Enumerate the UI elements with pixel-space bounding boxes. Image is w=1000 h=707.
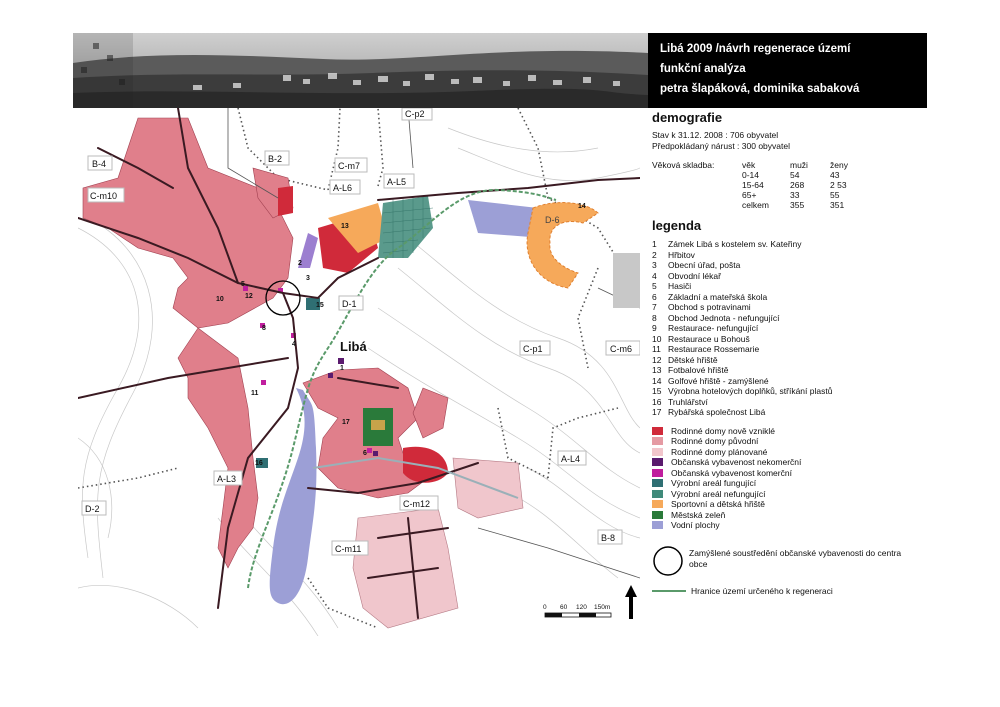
legend-swatch bbox=[652, 511, 663, 519]
marker-17: 17 bbox=[342, 419, 350, 426]
legend-item-number: 13 bbox=[652, 365, 662, 375]
zone-label-al3: A-L3 bbox=[217, 474, 237, 484]
legend-item-label: Obchod Jednota - nefungující bbox=[668, 312, 780, 323]
legend-item-label: Restaurace Rossemarie bbox=[668, 344, 760, 354]
title-box bbox=[648, 33, 927, 108]
functional-analysis-map bbox=[78, 108, 640, 636]
legend-item-number: 8 bbox=[652, 312, 657, 323]
legend-item bbox=[652, 281, 932, 292]
scale-label-60: 60 bbox=[560, 604, 568, 611]
legend-item-number: 10 bbox=[652, 333, 662, 344]
legend-color-label: Výrobní areál nefungující bbox=[671, 488, 766, 499]
age-structure-label: Věková skladba: bbox=[652, 160, 715, 170]
table-row: 15-64 268 2 53 bbox=[742, 180, 847, 190]
title-line-3: petra šlapáková, dominika sabaková bbox=[660, 83, 860, 95]
scale-label-0: 0 bbox=[543, 604, 547, 611]
legend-item-label: Restaurace- nefungující bbox=[668, 323, 759, 333]
marker-3: 3 bbox=[306, 275, 310, 282]
marker-1: 1 bbox=[340, 365, 344, 372]
legend-item-label: Základní a mateřská škola bbox=[668, 291, 768, 302]
legend-item-label: Fotbalové hřiště bbox=[668, 365, 729, 375]
legend-item-number: 11 bbox=[652, 344, 661, 354]
marker-12: 12 bbox=[245, 293, 253, 300]
legend-item-number: 7 bbox=[652, 302, 657, 312]
legend-item bbox=[652, 376, 932, 387]
legend-color-item bbox=[652, 499, 932, 510]
zone-label-cm7: C-m7 bbox=[338, 161, 360, 171]
scale-label-150: 150m bbox=[594, 604, 611, 611]
numbered-legend bbox=[652, 239, 932, 418]
table-row: 65+ 33 55 bbox=[742, 190, 840, 200]
legend-item-label: Restaurace u Bohouš bbox=[668, 333, 750, 344]
marker-16: 16 bbox=[255, 460, 263, 467]
legend-item-label: Dětské hřiště bbox=[668, 354, 718, 365]
legend-color-item bbox=[652, 510, 932, 521]
legend-swatch bbox=[652, 490, 663, 498]
legend-item bbox=[652, 292, 932, 303]
table-row: 0-14 54 43 bbox=[742, 170, 840, 180]
legend-item-number: 4 bbox=[652, 270, 657, 281]
legend-item-label: Výrobna hotelových doplňků, stříkání plastů bbox=[668, 386, 833, 396]
legend-item-label: Obvodní lékař bbox=[668, 270, 721, 281]
table-row: celkem 355 351 bbox=[742, 200, 845, 210]
town-panorama-photo bbox=[73, 33, 648, 108]
marker-15: 15 bbox=[316, 302, 324, 309]
legend-item-label: Truhlářství bbox=[668, 396, 708, 407]
legend-heading: legenda bbox=[652, 218, 702, 233]
legend-color-label: Městská zeleň bbox=[671, 509, 726, 520]
marker-4: 4 bbox=[292, 341, 296, 348]
legend-item-label: Obchod s potravinami bbox=[668, 302, 751, 312]
age-col-header: věk bbox=[742, 160, 756, 170]
legend-item-number: 1 bbox=[652, 239, 657, 249]
zone-label-al5: A-L5 bbox=[387, 177, 407, 187]
legend-item-number: 3 bbox=[652, 260, 657, 270]
scale-label-120: 120 bbox=[576, 604, 587, 611]
legend-item bbox=[652, 365, 932, 376]
title-line-2: funkční analýza bbox=[660, 63, 746, 75]
zone-label-al4: A-L4 bbox=[561, 454, 581, 464]
legend-color-label: Výrobní areál fungující bbox=[671, 478, 757, 488]
legend-item-label: Golfové hřiště - zamýšlené bbox=[668, 375, 769, 386]
color-legend bbox=[652, 426, 932, 531]
legend-swatch bbox=[652, 521, 663, 529]
marker-14: 14 bbox=[578, 203, 586, 210]
zone-label-b2: B-2 bbox=[268, 154, 283, 164]
legend-color-label: Občanská vybavenost komerční bbox=[671, 467, 792, 478]
zone-label-d6: D-6 bbox=[545, 215, 560, 225]
legend-swatch bbox=[652, 437, 663, 445]
legend-swatch bbox=[652, 427, 663, 435]
marker-13: 13 bbox=[341, 223, 349, 230]
zone-label-cm11: C-m11 bbox=[335, 544, 362, 554]
legend-color-label: Rodinné domy původní bbox=[671, 436, 759, 446]
legend-item-number: 17 bbox=[652, 407, 662, 417]
legend-color-label: Rodinné domy nově vzniklé bbox=[671, 425, 775, 436]
town-name-label: Libá bbox=[340, 339, 367, 354]
legend-item bbox=[652, 323, 932, 334]
age-table bbox=[742, 160, 870, 210]
stav-line: Stav k 31.12. 2008 : 706 obyvatel bbox=[652, 130, 779, 140]
marker-8: 8 bbox=[262, 325, 266, 332]
circle-note: Zamýšlené soustředění občanské vybavenosti do centra obce bbox=[689, 547, 902, 569]
legend-swatch bbox=[652, 469, 663, 477]
legend-color-item bbox=[652, 426, 932, 437]
legend-swatch bbox=[652, 500, 663, 508]
legend-item bbox=[652, 344, 932, 355]
legend-item-label: Obecní úřad, pošta bbox=[668, 260, 741, 270]
legend-item-number: 5 bbox=[652, 281, 657, 291]
legend-item-number: 15 bbox=[652, 386, 662, 396]
legend-item-number: 16 bbox=[652, 396, 662, 407]
zone-label-cp1: C-p1 bbox=[523, 344, 543, 354]
boundary-note: Hranice území určeného k regeneraci bbox=[691, 585, 833, 596]
legend-item-label: Rybářská společnost Libá bbox=[668, 407, 766, 417]
legend-item bbox=[652, 334, 932, 345]
men-col-header: muži bbox=[790, 160, 808, 170]
zone-label-cm10: C-m10 bbox=[90, 191, 118, 201]
marker-2: 2 bbox=[298, 260, 302, 267]
legend-color-item bbox=[652, 457, 932, 468]
legend-color-item bbox=[652, 447, 932, 458]
legend-color-item bbox=[652, 468, 932, 479]
legend-item bbox=[652, 313, 932, 324]
circle-symbol-icon bbox=[652, 545, 684, 577]
zone-label-cm6: C-m6 bbox=[610, 344, 632, 354]
north-arrow-icon bbox=[624, 585, 638, 626]
women-col-header: ženy bbox=[830, 160, 848, 170]
legend-item-number: 9 bbox=[652, 323, 657, 333]
zone-label-al6: A-L6 bbox=[333, 183, 353, 193]
title-line-1: Libá 2009 /návrh regenerace území bbox=[660, 43, 851, 55]
marker-10: 10 bbox=[216, 296, 224, 303]
legend-color-label: Občanská vybavenost nekomerční bbox=[671, 457, 802, 467]
legend-color-item bbox=[652, 520, 932, 531]
legend-color-item bbox=[652, 478, 932, 489]
marker-6: 6 bbox=[363, 450, 367, 457]
legend-item bbox=[652, 397, 932, 408]
legend-item bbox=[652, 260, 932, 271]
zone-label-cm12: C-m12 bbox=[403, 499, 431, 509]
legend-item bbox=[652, 250, 932, 261]
legend-color-item bbox=[652, 436, 932, 447]
zone-label-b8: B-8 bbox=[601, 533, 616, 543]
legend-swatch bbox=[652, 448, 663, 456]
marker-5: 5 bbox=[241, 281, 245, 288]
legend-item-number: 2 bbox=[652, 249, 657, 260]
legend-item-number: 14 bbox=[652, 375, 662, 386]
legend-color-label: Vodní plochy bbox=[671, 520, 720, 530]
legend-swatch bbox=[652, 479, 663, 487]
legend-item bbox=[652, 386, 932, 397]
legend-color-label: Rodinné domy plánované bbox=[671, 446, 768, 457]
scale-bar bbox=[540, 600, 620, 633]
narust-line: Předpokládaný nárust : 300 obyvatel bbox=[652, 141, 790, 151]
zone-label-cp2: C-p2 bbox=[405, 109, 425, 119]
legend-swatch bbox=[652, 458, 663, 466]
legend-item bbox=[652, 355, 932, 366]
demografie-heading: demografie bbox=[652, 110, 723, 125]
legend-color-item bbox=[652, 489, 932, 500]
legend-item bbox=[652, 407, 932, 418]
legend-item-number: 6 bbox=[652, 291, 657, 302]
boundary-line-icon bbox=[652, 588, 686, 594]
legend-item bbox=[652, 239, 932, 250]
legend-color-label: Sportovní a dětská hřiště bbox=[671, 499, 766, 509]
zone-label-d1: D-1 bbox=[342, 299, 357, 309]
legend-item-label: Hasiči bbox=[668, 281, 692, 291]
zone-label-b4: B-4 bbox=[92, 159, 107, 169]
legend-item-label: Hřbitov bbox=[668, 249, 695, 260]
legend-item-number: 12 bbox=[652, 354, 662, 365]
legend-item bbox=[652, 271, 932, 282]
legend-item bbox=[652, 302, 932, 313]
zone-label-d2: D-2 bbox=[85, 504, 100, 514]
info-panel bbox=[652, 110, 932, 596]
marker-11: 11 bbox=[251, 390, 259, 397]
legend-item-label: Zámek Libá s kostelem sv. Kateřiny bbox=[668, 239, 802, 249]
